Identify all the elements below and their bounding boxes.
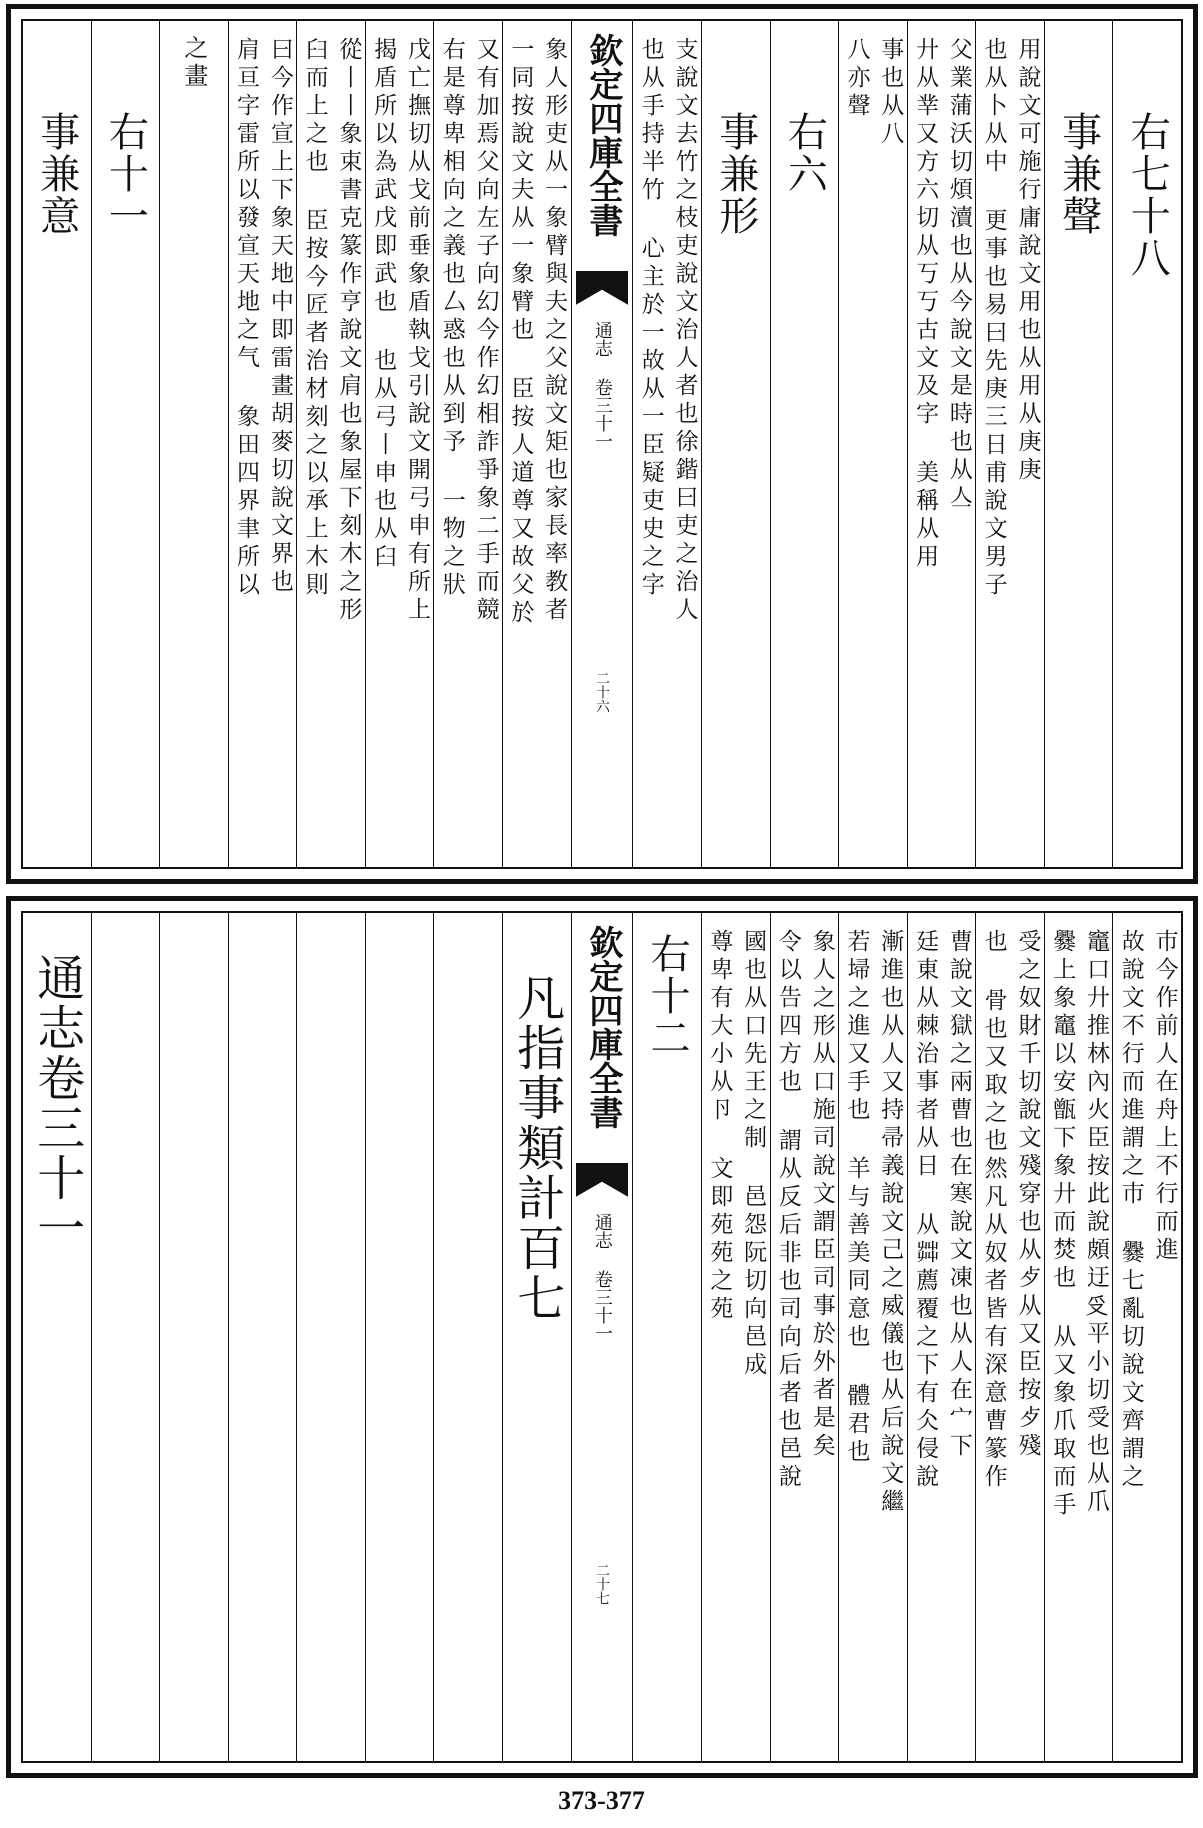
text-line: 爨上象竈以安甑下象廾而焚也 从又象爪取而手 (1049, 929, 1076, 1520)
column (975, 913, 1044, 1761)
column (907, 21, 976, 867)
volume-title: 通志卷三十一 (28, 953, 85, 1253)
text-line: 肩亘字雷所以發宣天地之气 象田四界聿所以 (233, 37, 260, 600)
text-line: 支說文去竹之枝吏說文治人者也徐鍇曰吏之治人 (671, 37, 698, 625)
text-line: 一同按說文夫从一象臂也 臣按人道尊又故父於 (507, 37, 534, 628)
text-line: 父業蒲沃切煩瀆也从今說文是時也从亼 (945, 37, 972, 513)
section-label: 右十一 (102, 111, 149, 237)
text-line: 曹說文獄之兩曹也在寒說文凍也从人在宀下 (945, 929, 972, 1461)
text-line: 曰今作宣上下象天地中即雷畫胡麥切說文界也 (266, 37, 293, 597)
banner-volume: 通志 卷三十一 (591, 321, 613, 450)
column (433, 913, 502, 1761)
text-line: 從丨丨象束書克篆作亨說文肩也象屋下刻木之形 (335, 37, 362, 625)
section-heading: 事兼意 (33, 111, 80, 237)
text-line: 臼而上之也 臣按今匠者治材刻之以承上木則 (301, 37, 328, 600)
text-line: 戊亡撫切从戈前垂象盾執戈引說文開弓申有所上 (404, 37, 430, 625)
fishtail-ornament (576, 1163, 629, 1197)
text-line: 也从手持半竹 心主於一故从一臣疑吏史之字 (637, 37, 664, 600)
bottom-columns (23, 913, 1181, 1761)
section-heading: 事兼聲 (1055, 111, 1102, 237)
column (159, 21, 228, 867)
column (1044, 913, 1113, 1761)
column (296, 913, 365, 1761)
bottom-page-frame (21, 911, 1183, 1763)
fishtail-ornament (576, 271, 629, 305)
column (23, 21, 91, 867)
text-line: 也 骨也又取之也然凡从奴者皆有深意曹篆作 (980, 929, 1007, 1492)
column (433, 21, 502, 867)
column (296, 21, 365, 867)
column (228, 913, 297, 1761)
text-line: 尊卑有大小从卪 文即苑苑之苑 (706, 929, 733, 1324)
column (632, 913, 701, 1761)
text-line: 廷東从棘治事者从日 从茻薦覆之下有仌侵說 (912, 929, 939, 1492)
text-line: 之畫 (179, 35, 208, 91)
banner-volume: 通志 卷三十一 (591, 1213, 613, 1342)
column (23, 913, 91, 1761)
text-line: 象人之形从口施司說文謂臣司事於外者是矣 (808, 929, 835, 1461)
text-line: 揭盾所以為武戊即武也 也从弓丨申也从臼 (370, 37, 397, 572)
column (838, 913, 907, 1761)
page-number: 二十六 (593, 671, 610, 713)
column (975, 21, 1044, 867)
column (1044, 21, 1113, 867)
column (632, 21, 701, 867)
column (1112, 21, 1181, 867)
section-heading: 事兼形 (712, 111, 759, 237)
column (159, 913, 228, 1761)
top-columns (23, 21, 1181, 867)
text-line: 右是尊卑相向之義也厶惑也从到予 一物之狀 (438, 37, 465, 600)
column (770, 913, 839, 1761)
top-page-frame (21, 19, 1183, 869)
section-label: 右七十八 (1124, 111, 1171, 279)
text-line: 若埽之進又手也 羊与善美同意也 體君也 (843, 929, 870, 1467)
section-label: 右六 (781, 111, 828, 195)
text-line: 廾从丵又方六切从丂丂古文及字 美稱从用 (912, 37, 939, 572)
text-line: 漸進也从人又持帚義說文己之威儀也从后說文繼 (877, 929, 904, 1517)
category-count: 凡指事類計百七 (508, 973, 565, 1323)
text-line: 國也从口先王之制 邑怨阮切向邑成 (740, 929, 767, 1380)
text-line: 用說文可施行庸說文用也从用从庚庚 (1014, 37, 1041, 485)
column (91, 913, 160, 1761)
column (365, 21, 434, 867)
column (701, 913, 770, 1761)
column (701, 21, 770, 867)
text-line: 受之奴財千切說文殘穿也从歺从又臣按歺殘 (1014, 929, 1041, 1461)
column (1112, 913, 1181, 1761)
section-label: 右十二 (644, 933, 691, 1059)
column (907, 913, 976, 1761)
page-banner (571, 21, 633, 867)
column (502, 21, 571, 867)
text-line: 八亦聲 (843, 37, 870, 121)
page-number: 二十七 (593, 1563, 610, 1605)
text-line: 竈口廾推林內火臣按此說頗迂𠬪平小切受也从爪 (1083, 929, 1110, 1517)
text-line: 故說文不行而進謂之巿 爨七亂切說文齊謂之 (1117, 929, 1144, 1492)
text-line: 象人形吏从一象臂與夫之父說文矩也家長率教者 (541, 37, 568, 625)
bottom-page (6, 896, 1198, 1778)
column (838, 21, 907, 867)
text-line: 令以告四方也 謂从反后非也司向后者也邑說 (774, 929, 801, 1492)
column (91, 21, 160, 867)
column (228, 21, 297, 867)
column (770, 21, 839, 867)
page-range-footer: 373-377 (558, 1786, 645, 1815)
column (502, 913, 571, 1761)
banner-title: 欽定四庫全書 (582, 33, 623, 237)
column (365, 913, 434, 1761)
text-line: 也从卜从中 更事也易曰先庚三日甫說文男子 (980, 37, 1007, 600)
text-line: 又有加焉父向左子向幻今作幻相詐爭象二手而競 (472, 37, 499, 625)
top-page (6, 4, 1198, 884)
banner-title: 欽定四庫全書 (582, 925, 623, 1129)
text-line: 巿今作前人在舟上不行而進 (1151, 929, 1178, 1265)
page-banner (571, 913, 633, 1761)
text-line: 事也从八 (877, 37, 904, 149)
